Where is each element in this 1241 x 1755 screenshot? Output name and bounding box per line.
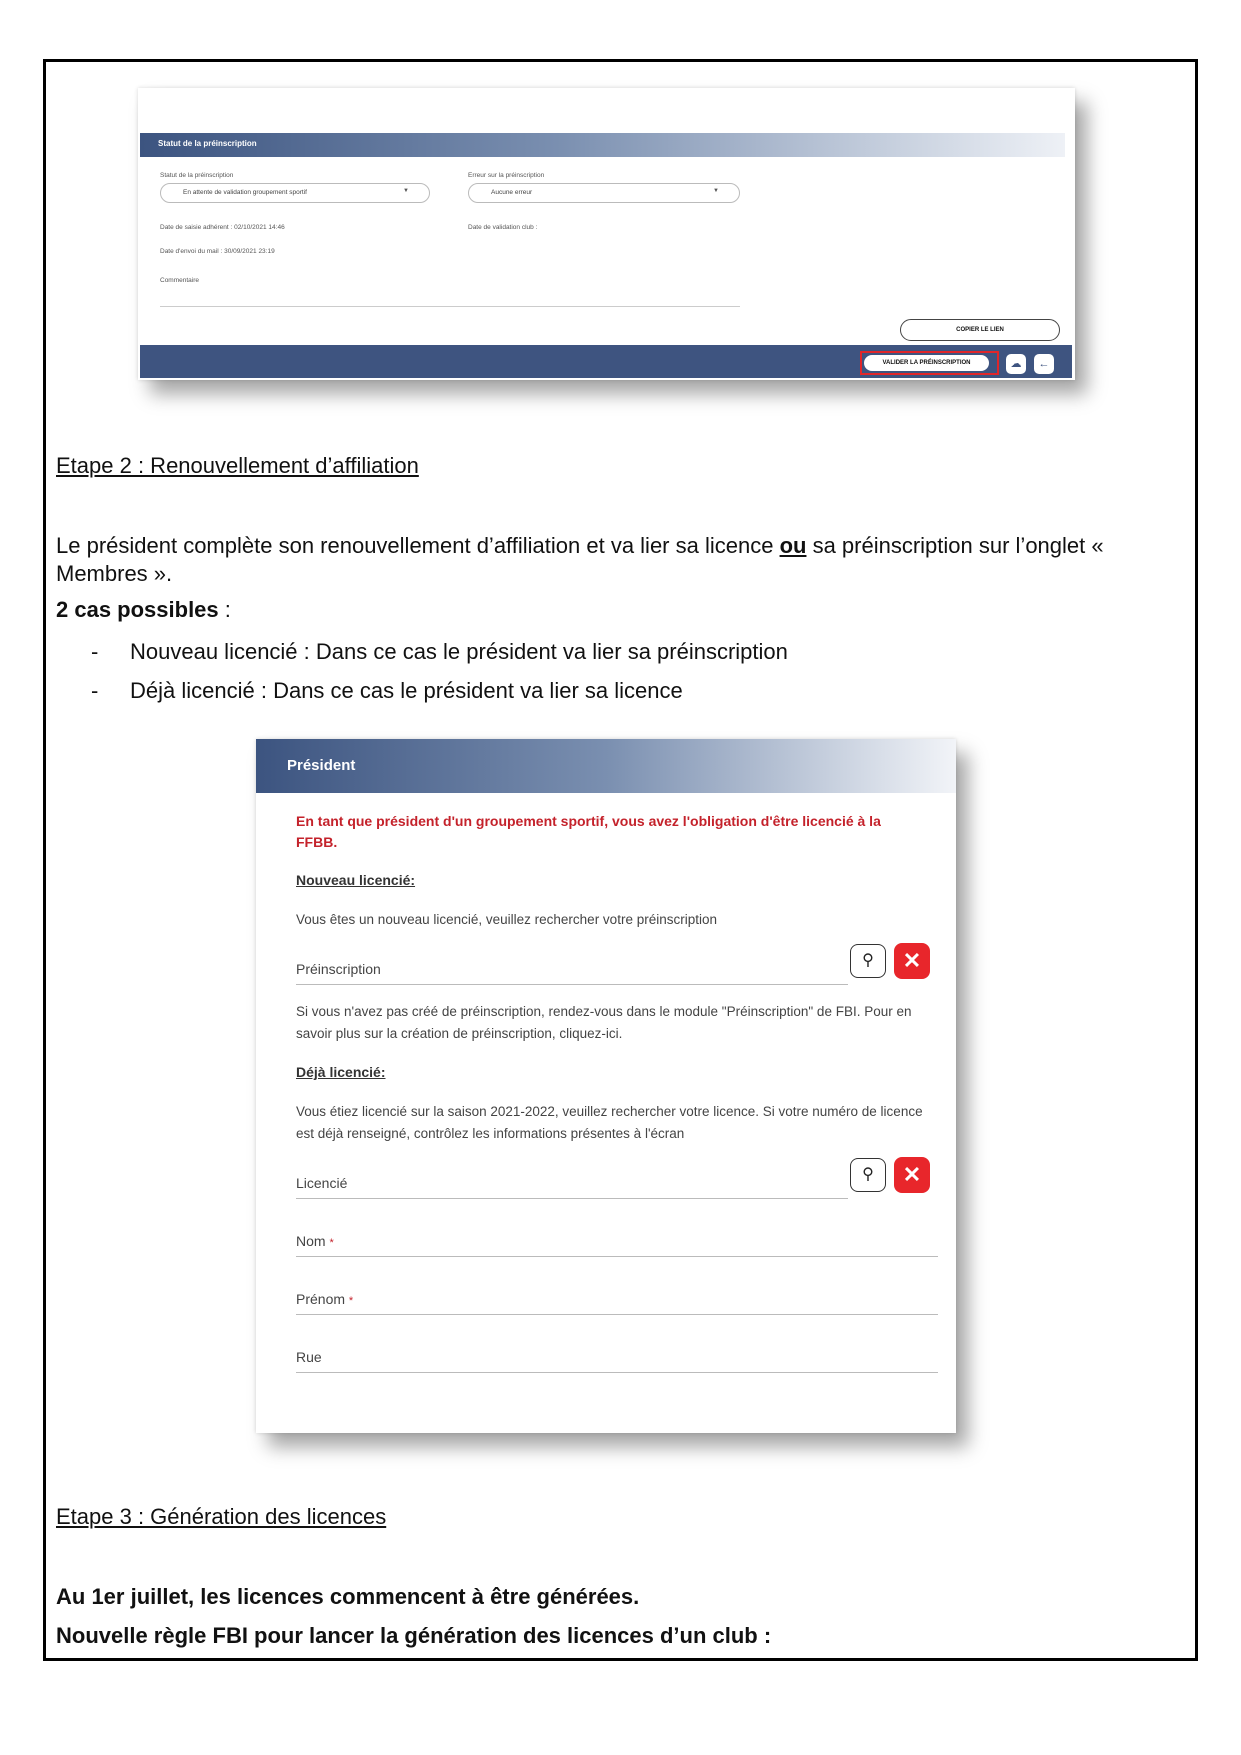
commentaire-input[interactable]	[160, 306, 740, 307]
preinscription-field[interactable]	[296, 941, 848, 985]
deja-title: Déjà licencié:	[296, 1064, 386, 1080]
prenom-field[interactable]	[296, 1271, 938, 1315]
prenom-label	[296, 1291, 353, 1307]
validate-highlight	[860, 351, 999, 375]
preinscription-status-screenshot	[138, 88, 1075, 380]
rue-label: Rue	[296, 1349, 322, 1365]
president-form-screenshot	[256, 739, 956, 1433]
search-icon[interactable]: ⚲	[850, 944, 886, 978]
nouveau-text: Vous êtes un nouveau licencié, veuillez rechercher votre préinscription	[296, 912, 717, 927]
bullet-dash: -	[91, 678, 99, 703]
cases-colon: :	[218, 597, 231, 622]
date-validation: Date de validation club :	[468, 224, 538, 231]
cases-bold: 2 cas possibles	[56, 597, 219, 622]
erreur-select[interactable]	[468, 183, 740, 203]
para-or: ou	[779, 533, 807, 558]
nom-label	[296, 1233, 334, 1249]
prenom-text: Prénom	[296, 1291, 346, 1307]
footer-bar	[140, 345, 1072, 378]
preinscription-help: Si vous n'avez pas créé de préinscription, rendez-vous dans le module "Préinscription" de FBI. Pour en savoir plus sur la création de préinscription, cliquez-ici.	[296, 1004, 912, 1041]
arrow-left-icon[interactable]: ←	[1034, 354, 1054, 374]
bullet-dash: -	[91, 639, 99, 664]
nom-text: Nom	[296, 1233, 326, 1249]
etape3-heading: Etape 3 : Génération des licences	[56, 1504, 387, 1529]
preinscription-label: Préinscription	[296, 961, 381, 977]
etape3-line1: Au 1er juillet, les licences commencent à être générées.	[56, 1584, 640, 1609]
required-mark: *	[329, 1237, 334, 1249]
bullet-item: Déjà licencié : Dans ce cas le président va lier sa licence	[130, 678, 683, 703]
form-header	[256, 739, 956, 793]
commentaire-label: Commentaire	[160, 277, 200, 284]
rue-field[interactable]	[296, 1329, 938, 1373]
para-part2: sa préinscription sur l’onglet « Membres ».	[56, 533, 1104, 586]
etape2-heading: Etape 2 : Renouvellement d’affiliation	[56, 453, 419, 478]
date-saisie: Date de saisie adhérent : 02/10/2021 14:46	[160, 224, 285, 231]
cloud-upload-icon[interactable]: ☁	[1006, 354, 1026, 374]
statut-value: En attente de validation groupement sportif	[183, 189, 307, 196]
licencie-label: Licencié	[296, 1175, 348, 1191]
etape2-paragraph	[56, 532, 1156, 588]
close-icon[interactable]: ✕	[894, 1157, 930, 1193]
nouveau-title: Nouveau licencié:	[296, 872, 416, 888]
form-title: Président	[287, 757, 356, 774]
para-part1: Le président complète son renouvellement d’affiliation et va lier sa licence	[56, 533, 780, 558]
section-header	[140, 133, 1065, 157]
warning-text: En tant que président d'un groupement sportif, vous avez l'obligation d'être licencié à la FFBB.	[296, 813, 881, 850]
required-mark: *	[348, 1295, 354, 1307]
section-title: Statut de la préinscription	[158, 139, 257, 148]
licencie-field[interactable]	[296, 1155, 848, 1199]
bullet-item: Nouveau licencié : Dans ce cas le président va lier sa préinscription	[130, 639, 788, 664]
close-icon[interactable]: ✕	[894, 943, 930, 979]
date-envoi: Date d'envoi du mail : 30/09/2021 23:19	[160, 248, 275, 255]
search-icon[interactable]: ⚲	[850, 1158, 886, 1192]
statut-select[interactable]	[160, 183, 430, 203]
validate-preinscription-button[interactable]: VALIDER LA PRÉINSCRIPTION	[864, 355, 989, 371]
caret-down-icon: ▼	[713, 188, 719, 194]
statut-label: Statut de la préinscription	[160, 172, 234, 179]
etape3-line2: Nouvelle règle FBI pour lancer la génération des licences d’un club :	[56, 1623, 772, 1648]
nom-field[interactable]	[296, 1213, 938, 1257]
caret-down-icon: ▼	[403, 188, 409, 194]
deja-text: Vous étiez licencié sur la saison 2021-2022, veuillez rechercher votre licence. Si votre numéro de licence est déjà renseigné, contrôlez les informations présentes à l'écran	[296, 1104, 923, 1141]
cases-line	[56, 596, 231, 624]
erreur-value: Aucune erreur	[491, 189, 533, 196]
erreur-label: Erreur sur la préinscription	[468, 172, 545, 179]
copy-link-button[interactable]: COPIER LE LIEN	[900, 319, 1060, 341]
